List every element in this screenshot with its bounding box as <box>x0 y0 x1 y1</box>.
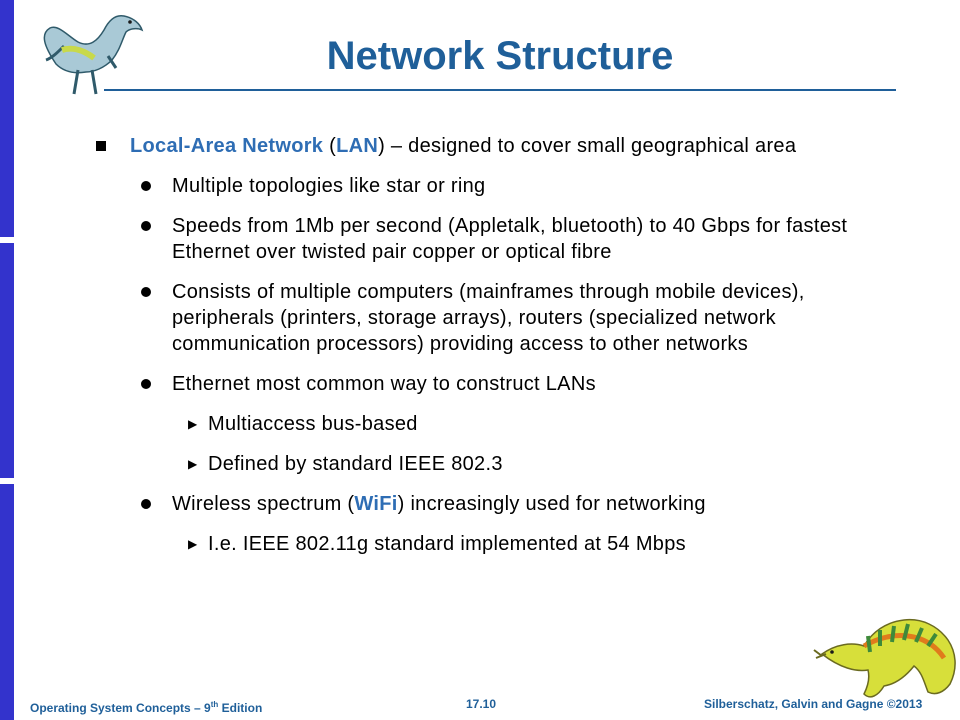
list-item-text: Wireless spectrum ( <box>172 493 355 515</box>
triangle-bullet-icon: ▶ <box>188 457 198 471</box>
left-accent-bar <box>0 0 14 720</box>
list-item <box>96 451 896 477</box>
list-item <box>96 279 896 357</box>
list-item-text: Speeds from 1Mb per second (Appletalk, bluetooth) to 40 Gbps for fastest Ethernet over twisted pair copper or optical fibre <box>172 215 848 263</box>
list-item <box>96 133 896 159</box>
accent-bar-segment <box>0 484 14 720</box>
footer-book-text: Operating System Concepts – 9 <box>30 701 211 715</box>
round-bullet-icon <box>141 379 151 389</box>
footer-book-superscript: th <box>210 700 219 709</box>
dinosaur-illustration-icon <box>812 592 960 704</box>
paren-text: ( <box>323 135 337 157</box>
list-item <box>96 173 896 199</box>
accent-bar-segment <box>0 243 14 478</box>
footer-book-text: Edition <box>218 701 263 715</box>
term-lan-abbrev: LAN <box>336 135 379 157</box>
list-item <box>96 371 896 397</box>
list-item-text: Multiaccess bus-based <box>208 413 418 435</box>
list-item-text: I.e. IEEE 802.11g standard implemented at 54 Mbps <box>208 533 686 555</box>
list-item-text: Multiple topologies like star or ring <box>172 175 486 197</box>
list-item <box>96 411 896 437</box>
triangle-bullet-icon: ▶ <box>188 417 198 431</box>
list-item <box>96 531 896 557</box>
square-bullet-icon <box>96 141 106 151</box>
triangle-bullet-icon: ▶ <box>188 537 198 551</box>
term-lan: Local-Area Network <box>130 135 324 157</box>
list-item-text: ) – designed to cover small geographical area <box>378 135 797 157</box>
list-item <box>96 213 896 265</box>
page-number: 17.10 <box>466 697 497 711</box>
term-wifi: WiFi <box>354 493 398 515</box>
accent-bar-segment <box>0 0 14 237</box>
list-item-text: Ethernet most common way to construct LANs <box>172 373 596 395</box>
list-item <box>96 491 896 517</box>
list-item-text: Consists of multiple computers (mainframes through mobile devices), peripherals (printers, storage arrays), routers (specialized network communication processors) providing access to other networks <box>172 281 805 355</box>
slide-body <box>96 133 896 557</box>
footer-authors: Silberschatz, Galvin and Gagne ©2013 <box>704 697 923 711</box>
round-bullet-icon <box>141 221 151 231</box>
round-bullet-icon <box>141 287 151 297</box>
title-divider <box>104 89 896 91</box>
footer-book-title <box>30 700 262 715</box>
list-item-text: ) increasingly used for networking <box>397 493 706 515</box>
list-item-text: Defined by standard IEEE 802.3 <box>208 453 503 475</box>
round-bullet-icon <box>141 181 151 191</box>
slide-title: Network Structure <box>326 34 674 78</box>
round-bullet-icon <box>141 499 151 509</box>
dinosaur-logo-icon <box>34 6 146 98</box>
